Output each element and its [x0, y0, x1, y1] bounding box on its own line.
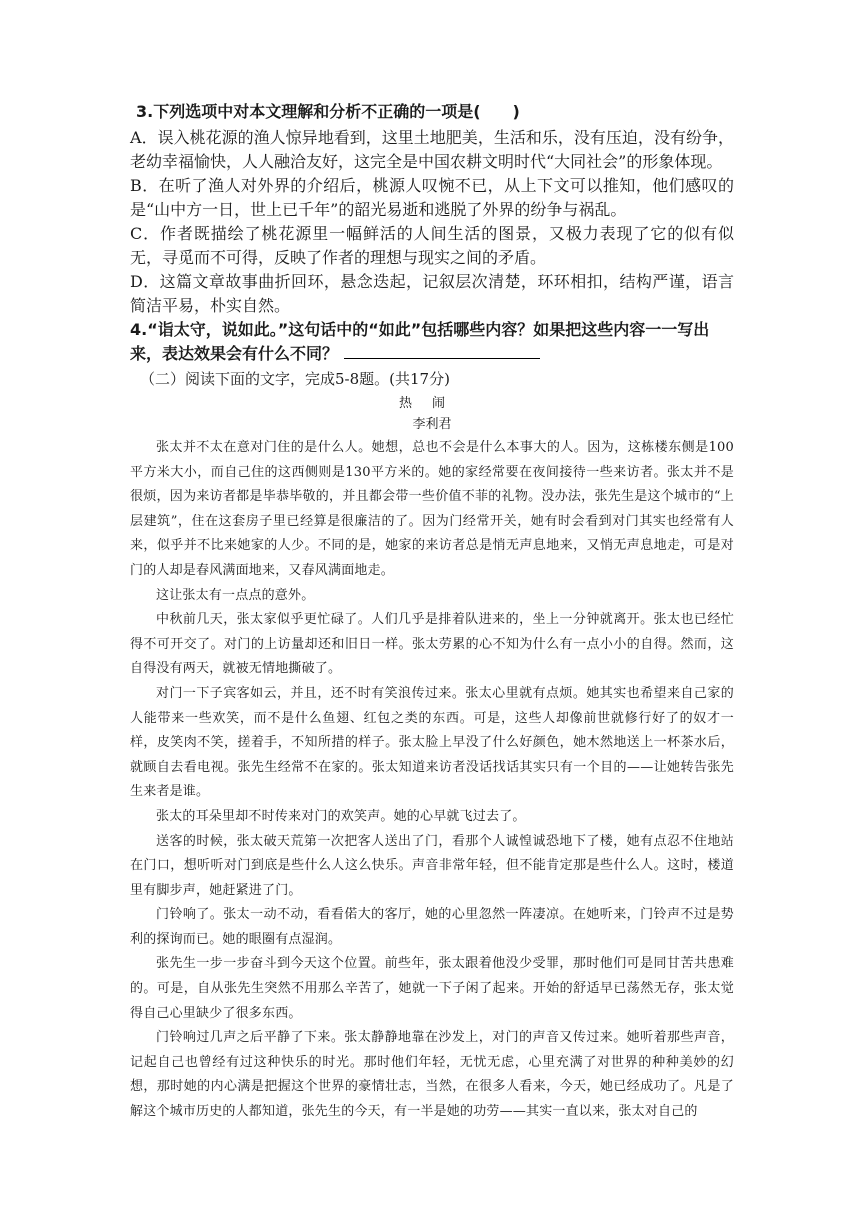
document-page	[130, 100, 734, 1125]
question-3-title: 3.下列选项中对本文理解和分析不正确的一项是( )	[136, 102, 520, 121]
question-3-option-b: B．在听了渔人对外界的介绍后，桃源人叹惋不已，从上下文可以推知，他们感叹的是“山中方一日，世上已千年”的韶光易逝和逃脱了外界的纷争与祸乱。	[130, 176, 734, 219]
question-4	[130, 318, 734, 366]
section-heading: （二）阅读下面的文字，完成5-8题。(共17分)	[140, 370, 450, 388]
story-paragraph: 张太的耳朵里却不时传来对门的欢笑声。她的心早就飞过去了。	[156, 808, 526, 824]
story-paragraph: 这让张太有一点点的意外。	[156, 587, 315, 603]
story-author: 李利君	[412, 417, 452, 432]
question-3-option-d: D．这篇文章故事曲折回环，悬念迭起，记叙层次清楚，环环相扣，结构严谨，语言简洁平易，朴实自然。	[130, 272, 734, 315]
answer-blank[interactable]	[344, 342, 540, 359]
story-paragraph: 张太并不太在意对门住的是什么人。她想，总也不会是什么本事大的人。因为，这栋楼东侧是100平方米大小，而自己住的这西侧则是130平方米的。她的家经常要在夜间接待一些来访者。张太并不是很烦，因为来访者都是毕恭毕敬的，并且都会带一些价值不菲的礼物。没办法，张先生是这个城市的“上层建筑”，住在这套房子里已经算是很廉洁的了。因为门经常开关，她有时会看到对门其实也经常有人来，似乎并不比来她家的人少。不同的是，她家的来访者总是悄无声息地来，又悄无声息地走，可是对门的人却是春风满面地来，又春风满面地走。	[130, 440, 734, 578]
story-paragraph: 门铃响了。张太一动不动，看看偌大的客厅，她的心里忽然一阵凄凉。在她听来，门铃声不过是势利的探询而已。她的眼圈有点湿润。	[130, 907, 734, 947]
story-paragraph: 中秋前几天，张太家似乎更忙碌了。人们几乎是排着队进来的，坐上一分钟就离开。张太也已经忙得不可开交了。对门的上访量却还和旧日一样。张太劳累的心不知为什么有一点小小的自得。然而，这自得没有两天，就被无情地撕破了。	[130, 612, 734, 677]
story-paragraph: 张先生一步一步奋斗到今天这个位置。前些年，张太跟着他没少受罪，那时他们可是同甘苦共患难的。可是，自从张先生突然不用那么辛苦了，她就一下子闲了起来。开始的舒适早已荡然无存，张太觉得自己心里缺少了很多东西。	[130, 956, 734, 1021]
story-paragraph: 门铃响过几声之后平静了下来。张太静静地靠在沙发上，对门的声音又传过来。她听着那些声音，记起自己也曾经有过这种快乐的时光。那时他们年轻，无忧无虑，心里充满了对世界的种种美妙的幻想，那时她的内心满是把握这个世界的豪情壮志，当然，在很多人看来，今天，她已经成功了。凡是了解这个城市历史的人都知道，张先生的今天，有一半是她的功劳——其实一直以来，张太对自己的	[130, 1030, 734, 1120]
question-3-option-c: C．作者既描绘了桃花源里一幅鲜活的人间生活的图景，又极力表现了它的似有似无，寻觅而不可得，反映了作者的理想与现实之间的矛盾。	[130, 224, 734, 267]
story-paragraph: 送客的时候，张太破天荒第一次把客人送出了门，看那个人诚惶诚恐地下了楼，她有点忍不住地站在门口，想听听对门到底是些什么人这么快乐。声音非常年轻，但不能肯定那是些什么人。这时，楼道里有脚步声，她赶紧进了门。	[130, 833, 734, 898]
story-title: 热闹	[398, 396, 465, 411]
question-3-option-a: A．误入桃花源的渔人惊异地看到，这里土地肥美，生活和乐，没有压迫，没有纷争，老幼幸福愉快，人人融洽友好，这完全是中国农耕文明时代“大同社会”的形象体现。	[130, 128, 734, 171]
question-4-text: 4.“诣太守，说如此。”这句话中的“如此”包括哪些内容？如果把这些内容一一写出来，表达效果会有什么不同？	[130, 320, 710, 363]
story-paragraph: 对门一下子宾客如云，并且，还不时有笑浪传过来。张太心里就有点烦。她其实也希望来自己家的人能带来一些欢笑，而不是什么鱼翅、红包之类的东西。可是，这些人却像前世就修行好了的奴才一样，皮笑肉不笑，搓着手，不知所措的样子。张太脸上早没了什么好颜色，她木然地送上一杯茶水后，就顾自去看电视。张先生经常不在家的。张太知道来访者没话找话其实只有一个目的——让她转告张先生来者是谁。	[130, 685, 734, 800]
